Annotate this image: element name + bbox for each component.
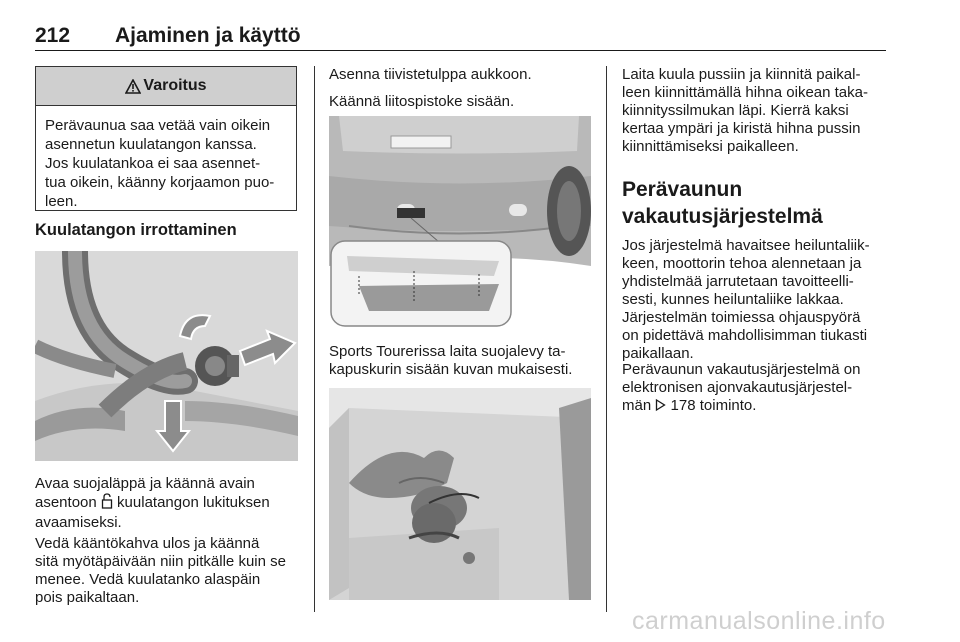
warning-text: Perävaunua saa vetää vain oikein asennetun kuulatangon kanssa. Jos kuulatankoa ei saa asennet- tua oikein, käänny korjaamon puo- leen.: [45, 117, 275, 210]
paragraph-seal-plug: Asenna tiivistetulppa aukkoon.: [329, 66, 532, 83]
warning-box: [35, 66, 297, 211]
paragraph-stability-reference: [622, 361, 892, 417]
warning-title: Varoitus: [143, 77, 207, 94]
paragraph-stability-description: Jos järjestelmä havaitsee heiluntaliik- keen, moottorin tehoa alennetaan ja yhdistelmää jarrutetaan tavoitteelli- sesti, kunnes heiluntaliike lakkaa. Järjestelmän toimiessa ohjauspyörä on pidettävä mahdollisimman tiukasti paikallaan.: [622, 237, 870, 362]
para-text: kuulatangon lukituksen avaamiseksi.: [35, 494, 270, 531]
chapter-title: Ajaminen ja käyttö: [115, 24, 301, 47]
column-divider: [314, 66, 315, 612]
warning-header: [36, 67, 296, 106]
warning-triangle-icon: [125, 79, 141, 94]
section-subheading: Kuulatangon irrottaminen: [35, 221, 237, 239]
paragraph-bag-strap: Laita kuula pussiin ja kiinnitä paikal- leen kiinnittämällä hihna oikean taka- kiinnityssilmukan läpi. Kierrä kaksi kertaa ympäri ja kiristä hihna pussin kiinnittämiseksi paikalleen.: [622, 66, 868, 155]
rear-bumper-illustration: [329, 116, 591, 328]
unlock-padlock-icon: [101, 493, 113, 514]
paragraph-remove-instructions: Vedä kääntökahva ulos ja käännä sitä myötäpäivään niin pitkälle kuin se menee. Vedä kuulatanko alaspäin pois paikaltaan.: [35, 535, 286, 606]
para-text: toiminto.: [695, 397, 757, 414]
page-number: 212: [35, 24, 71, 47]
section-heading-stability: Perävaunun vakautusjärjestelmä: [622, 178, 823, 228]
watermark: carmanualsonline.info: [632, 607, 886, 635]
column-divider: [606, 66, 607, 612]
page-reference-icon: [655, 398, 666, 417]
tow-bar-removal-illustration: [35, 251, 298, 461]
paragraph-connector: Käännä liitospistoke sisään.: [329, 93, 515, 110]
para-text: Avaa suojaläppä ja käännä avain asentoon: [35, 475, 255, 511]
ball-bag-illustration: [329, 388, 591, 600]
paragraph-unlock-instructions: [35, 475, 305, 532]
paragraph-cover-plate: Sports Tourerissa laita suojalevy ta- kapuskurin sisään kuvan mukaisesti.: [329, 343, 573, 378]
para-text: Perävaunun vakautusjärjestelmä on elektronisen ajonvakautusjärjestel- män: [622, 361, 861, 414]
page-header: [35, 20, 886, 51]
page-reference-link[interactable]: 178: [670, 397, 696, 414]
